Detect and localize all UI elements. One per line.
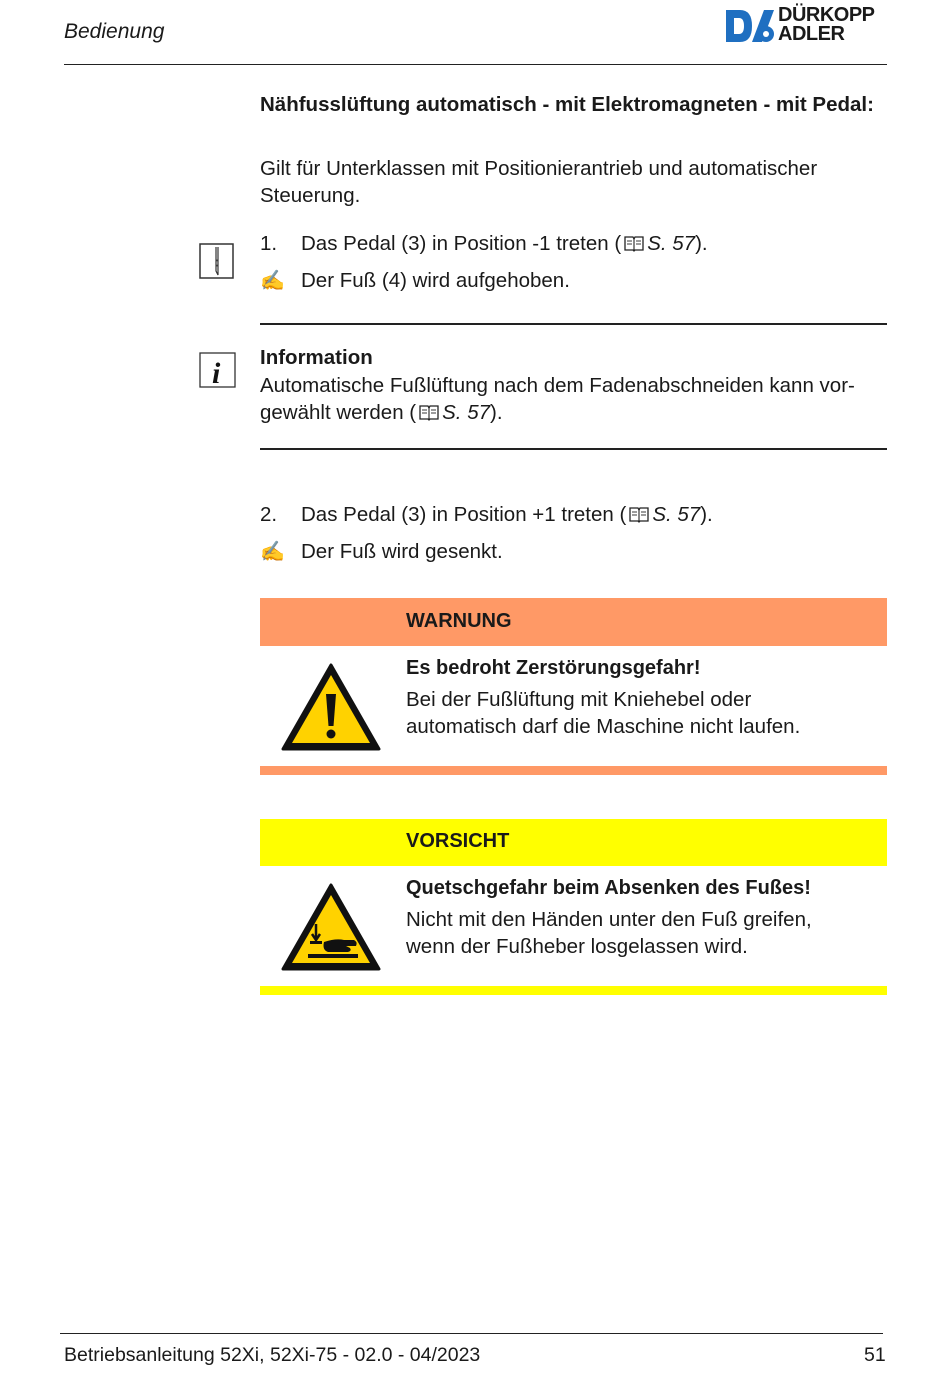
logo-line-1: DÜRKOPP <box>778 4 875 26</box>
information-icon <box>199 352 236 388</box>
footer-document-title: Betriebsanleitung 52Xi, 52Xi-75 - 02.0 - 04/2023 <box>64 1344 481 1366</box>
section-heading: Nähfusslüftung automatisch - mit Elektromagneten - mit Pedal: <box>260 93 874 116</box>
info-line-2: gewählt werden ( <box>260 401 417 424</box>
step-2-result: Der Fuß wird gesenkt. <box>301 540 503 563</box>
step-1-label: Das Pedal (3) in Position -1 treten ( <box>301 232 622 255</box>
warning-text <box>406 686 876 740</box>
info-page-link[interactable]: S. 57 <box>442 401 490 424</box>
logo-mark-icon <box>722 4 778 48</box>
caution-line-2: wenn der Fußheber losgelassen wird. <box>406 935 748 958</box>
caution-line-1: Nicht mit den Händen unter den Fuß greifen, <box>406 908 812 931</box>
caution-text <box>406 906 876 960</box>
book-reference-icon <box>418 403 440 421</box>
step-1-close: ). <box>695 232 708 255</box>
info-title: Information <box>260 346 373 369</box>
warning-triangle-icon <box>280 662 382 752</box>
book-reference-icon <box>628 505 650 523</box>
step-2-close: ). <box>700 503 713 526</box>
step-1-result: Der Fuß (4) wird aufgehoben. <box>301 269 570 292</box>
crush-hazard-icon <box>280 882 382 972</box>
caution-headline: Quetschgefahr beim Absenken des Fußes! <box>406 877 811 899</box>
info-line-2-wrap <box>260 399 888 426</box>
info-bottom-rule <box>260 448 887 450</box>
brand-logo <box>722 4 892 48</box>
warning-label: WARNUNG <box>406 610 512 632</box>
step-2-number: 2. <box>260 503 278 526</box>
header-section-title: Bedienung <box>64 20 165 43</box>
step-1-text <box>301 231 708 257</box>
step-1-number: 1. <box>260 232 278 255</box>
caution-label: VORSICHT <box>406 830 510 852</box>
intro-paragraph: Gilt für Unterklassen mit Positionierantrieb und automatischer Steuerung. <box>260 157 818 207</box>
step-2-label: Das Pedal (3) in Position +1 treten ( <box>301 503 627 526</box>
caution-band <box>260 819 887 866</box>
warning-line-2: automatisch darf die Maschine nicht laufen. <box>406 715 801 738</box>
svg-text:i: i <box>212 357 221 388</box>
step-1-page-link[interactable]: S. 57 <box>647 232 696 255</box>
caution-bottom-band <box>260 986 887 995</box>
warning-bottom-band <box>260 766 887 775</box>
logo-line-2: ADLER <box>778 23 845 45</box>
info-line-1: Automatische Fußlüftung nach dem Fadenabschneiden kann vor- <box>260 374 855 397</box>
warning-line-1: Bei der Fußlüftung mit Kniehebel oder <box>406 688 752 711</box>
info-text <box>260 372 888 426</box>
footer-rule <box>60 1333 883 1334</box>
result-arrow-icon: ✍ <box>260 270 285 292</box>
step-2-page-link[interactable]: S. 57 <box>652 503 701 526</box>
result-arrow-icon: ✍ <box>260 541 285 563</box>
warning-band <box>260 598 887 646</box>
footer-page-number: 51 <box>864 1344 886 1366</box>
info-top-rule <box>260 323 887 325</box>
warning-headline: Es bedroht Zerstörungsgefahr! <box>406 657 701 679</box>
header-rule <box>64 64 887 65</box>
step-2-text <box>301 502 713 528</box>
info-close: ). <box>490 401 503 424</box>
needle-step-icon <box>199 243 234 279</box>
book-reference-icon <box>623 234 645 252</box>
